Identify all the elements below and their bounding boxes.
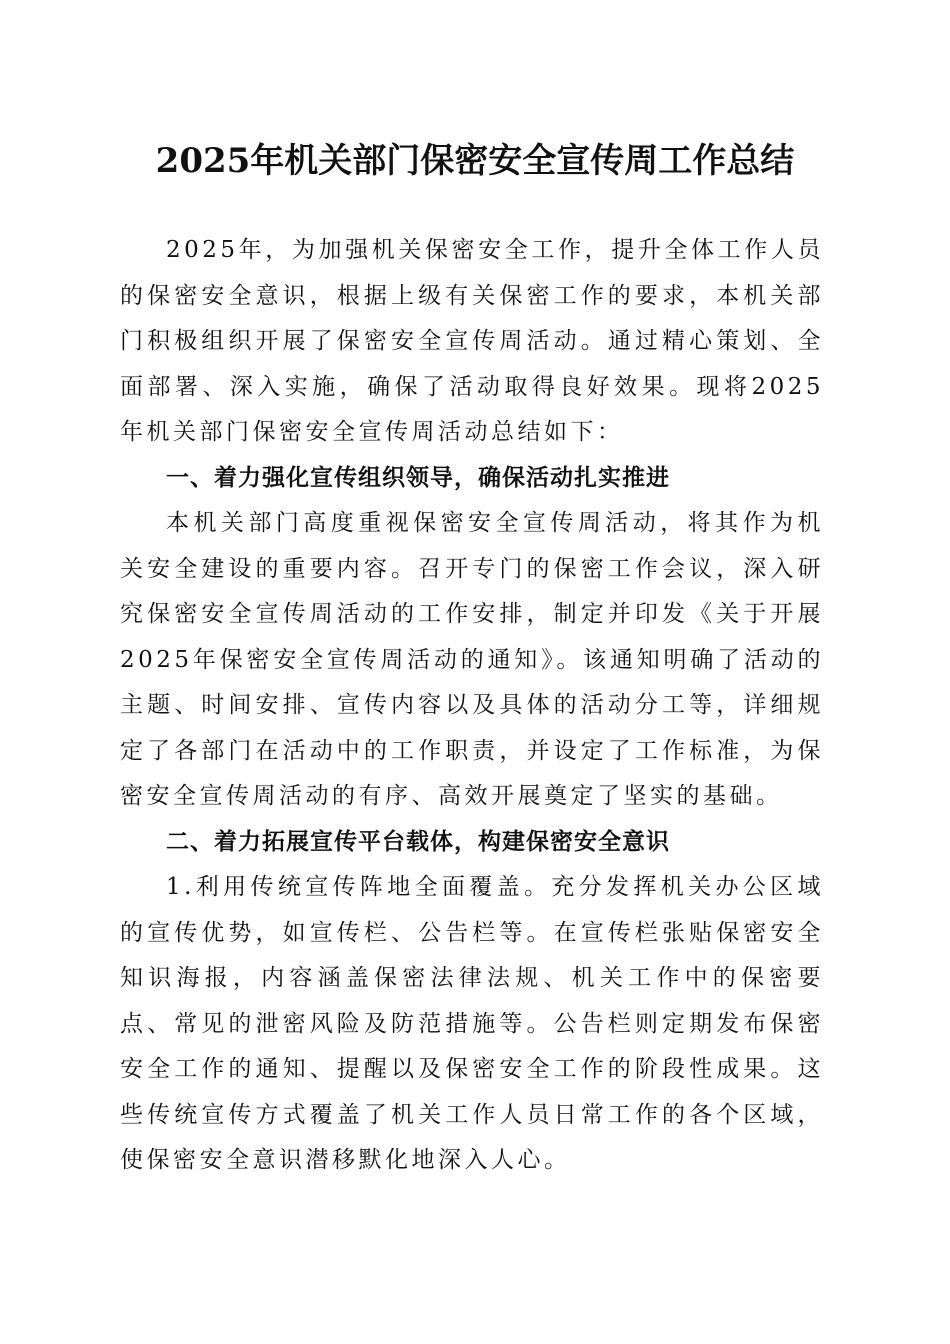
section-2-heading: 二、着力拓展宣传平台载体，构建保密安全意识	[166, 828, 670, 855]
document-body	[120, 228, 824, 1184]
section-1-heading: 一、着力强化宣传组织领导，确保活动扎实推进	[166, 464, 670, 491]
document-title: 2025年机关部门保密安全宣传周工作总结	[155, 141, 795, 181]
section-2-paragraph: 1.利用传统宣传阵地全面覆盖。充分发挥机关办公区域的宣传优势，如宣传栏、公告栏等。在宣传栏张贴保密安全知识海报，内容涵盖保密法律法规、机关工作中的保密要点、常见的泄密风险及防范措施等。公告栏则定期发布保密安全工作的通知、提醒以及保密安全工作的阶段性成果。这些传统宣传方式覆盖了机关工作人员日常工作的各个区域，使保密安全意识潜移默化地深入人心。	[120, 874, 824, 1173]
section-1-paragraph: 本机关部门高度重视保密安全宣传周活动，将其作为机关安全建设的重要内容。召开专门的保密工作会议，深入研究保密安全宣传周活动的工作安排，制定并印发《关于开展2025年保密安全宣传周活动的通知》。该通知明确了活动的主题、时间安排、宣传内容以及具体的活动分工等，详细规定了各部门在活动中的工作职责，并设定了工作标准，为保密安全宣传周活动的有序、高效开展奠定了坚实的基础。	[120, 510, 824, 809]
intro-paragraph: 2025年，为加强机关保密安全工作，提升全体工作人员的保密安全意识，根据上级有关保密工作的要求，本机关部门积极组织开展了保密安全宣传周活动。通过精心策划、全面部署、深入实施，确保了活动取得良好效果。现将2025年机关部门保密安全宣传周活动总结如下：	[120, 237, 824, 445]
